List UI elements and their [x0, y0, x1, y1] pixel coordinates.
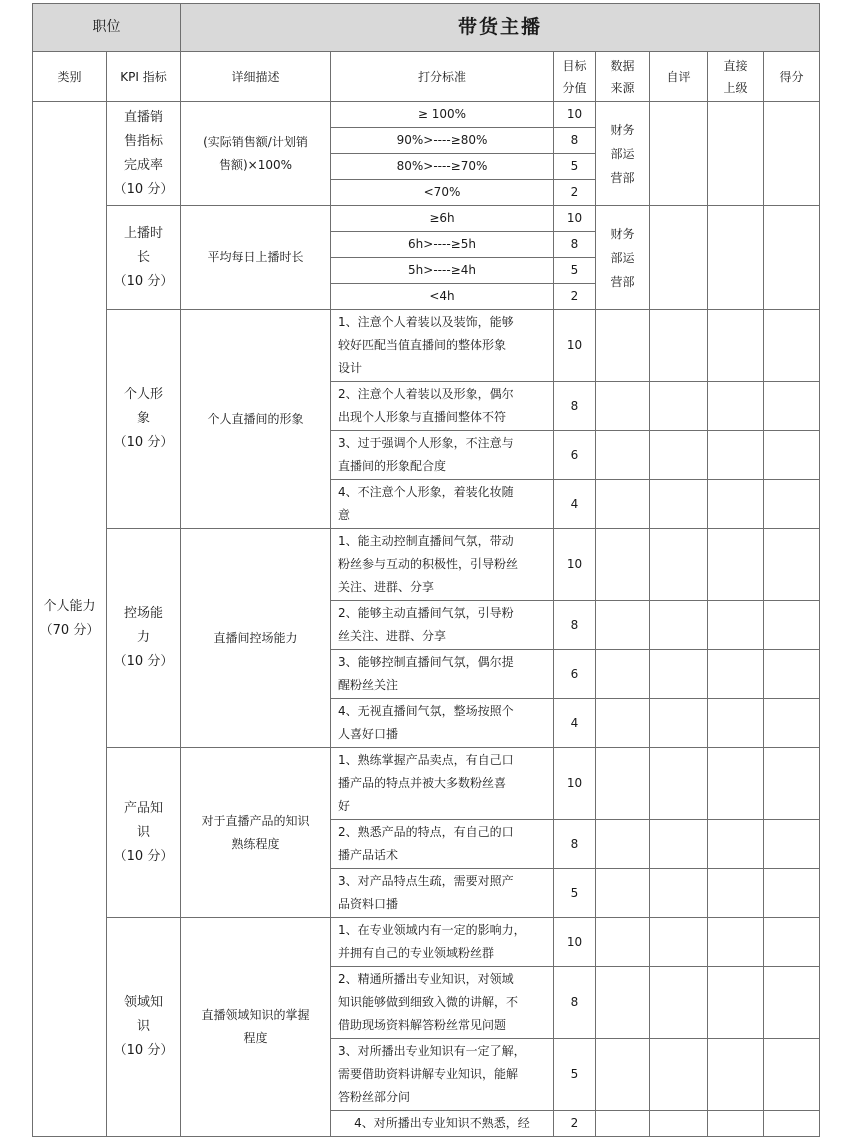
target-score-cell: 6 — [554, 650, 596, 699]
score-cell — [764, 206, 820, 310]
table-row — [33, 206, 820, 232]
kpi-cell: 上播时 长 （10 分） — [107, 206, 181, 310]
self-eval-cell — [650, 529, 708, 601]
supervisor-cell — [708, 820, 764, 869]
supervisor-cell — [708, 1039, 764, 1111]
target-score-cell: 2 — [554, 1111, 596, 1137]
target-score-cell: 10 — [554, 206, 596, 232]
col-criteria: 打分标准 — [331, 52, 554, 102]
criteria-cell: 80%>----≥70% — [331, 154, 554, 180]
target-score-cell: 8 — [554, 967, 596, 1039]
supervisor-cell — [708, 869, 764, 918]
target-score-cell: 2 — [554, 180, 596, 206]
source-cell — [596, 820, 650, 869]
supervisor-cell — [708, 650, 764, 699]
description-cell: 个人直播间的形象 — [181, 310, 331, 529]
target-score-cell: 8 — [554, 128, 596, 154]
criteria-cell: 1、能主动控制直播间气氛，带动 粉丝参与互动的积极性，引导粉丝 关注、进群、分享 — [331, 529, 554, 601]
criteria-cell: 90%>----≥80% — [331, 128, 554, 154]
supervisor-cell — [708, 529, 764, 601]
supervisor-cell — [708, 431, 764, 480]
source-cell — [596, 1111, 650, 1137]
criteria-cell: 3、对产品特点生疏，需要对照产 品资料口播 — [331, 869, 554, 918]
source-cell — [596, 310, 650, 382]
kpi-cell: 直播销 售指标 完成率 （10 分） — [107, 102, 181, 206]
source-cell — [596, 748, 650, 820]
description-cell: (实际销售额/计划销 售额)×100% — [181, 102, 331, 206]
col-self: 自评 — [650, 52, 708, 102]
target-score-cell: 2 — [554, 284, 596, 310]
criteria-cell: 3、过于强调个人形象，不注意与 直播间的形象配合度 — [331, 431, 554, 480]
target-score-cell: 5 — [554, 869, 596, 918]
page-title: 带货主播 — [181, 4, 820, 52]
target-score-cell: 4 — [554, 699, 596, 748]
score-cell — [764, 918, 820, 967]
col-description: 详细描述 — [181, 52, 331, 102]
table-row — [33, 310, 820, 382]
col-target: 目标 分值 — [554, 52, 596, 102]
criteria-cell: <4h — [331, 284, 554, 310]
criteria-cell: <70% — [331, 180, 554, 206]
criteria-cell: 2、熟悉产品的特点，有自己的口 播产品话术 — [331, 820, 554, 869]
col-category: 类别 — [33, 52, 107, 102]
self-eval-cell — [650, 1039, 708, 1111]
description-cell: 平均每日上播时长 — [181, 206, 331, 310]
criteria-cell: ≥ 100% — [331, 102, 554, 128]
score-cell — [764, 480, 820, 529]
source-cell — [596, 699, 650, 748]
self-eval-cell — [650, 480, 708, 529]
self-eval-cell — [650, 820, 708, 869]
col-kpi: KPI 指标 — [107, 52, 181, 102]
target-score-cell: 6 — [554, 431, 596, 480]
self-eval-cell — [650, 918, 708, 967]
source-cell — [596, 1039, 650, 1111]
target-score-cell: 10 — [554, 529, 596, 601]
self-eval-cell — [650, 650, 708, 699]
criteria-cell: 1、在专业领域内有一定的影响力， 并拥有自己的专业领域粉丝群 — [331, 918, 554, 967]
target-score-cell: 5 — [554, 154, 596, 180]
supervisor-cell — [708, 748, 764, 820]
score-cell — [764, 699, 820, 748]
table-row — [33, 529, 820, 601]
criteria-cell: 2、注意个人着装以及形象，偶尔 出现个人形象与直播间整体不符 — [331, 382, 554, 431]
supervisor-cell — [708, 1111, 764, 1137]
source-cell — [596, 480, 650, 529]
description-cell: 直播领域知识的掌握 程度 — [181, 918, 331, 1137]
criteria-cell: 6h>----≥5h — [331, 232, 554, 258]
criteria-cell: 2、能够主动直播间气氛，引导粉 丝关注、进群、分享 — [331, 601, 554, 650]
supervisor-cell — [708, 480, 764, 529]
target-score-cell: 10 — [554, 310, 596, 382]
target-score-cell: 4 — [554, 480, 596, 529]
score-cell — [764, 967, 820, 1039]
source-cell: 财务 部运 营部 — [596, 206, 650, 310]
score-cell — [764, 748, 820, 820]
score-cell — [764, 1039, 820, 1111]
criteria-cell: 4、不注意个人形象，着装化妆随 意 — [331, 480, 554, 529]
supervisor-cell — [708, 601, 764, 650]
supervisor-cell — [708, 967, 764, 1039]
criteria-cell: 2、精通所播出专业知识，对领域 知识能够做到细致入微的讲解，不 借助现场资料解答粉丝常见问题 — [331, 967, 554, 1039]
target-score-cell: 10 — [554, 748, 596, 820]
kpi-cell: 个人形 象 （10 分） — [107, 310, 181, 529]
score-cell — [764, 382, 820, 431]
self-eval-cell — [650, 382, 708, 431]
self-eval-cell — [650, 1111, 708, 1137]
description-cell: 直播间控场能力 — [181, 529, 331, 748]
category-cell: 个人能力 （70 分） — [33, 102, 107, 1137]
self-eval-cell — [650, 310, 708, 382]
target-score-cell: 5 — [554, 258, 596, 284]
col-score: 得分 — [764, 52, 820, 102]
table-row — [33, 918, 820, 967]
self-eval-cell — [650, 967, 708, 1039]
target-score-cell: 8 — [554, 601, 596, 650]
score-cell — [764, 601, 820, 650]
criteria-cell: 1、注意个人着装以及装饰，能够 较好匹配当值直播间的整体形象 设计 — [331, 310, 554, 382]
self-eval-cell — [650, 748, 708, 820]
source-cell — [596, 601, 650, 650]
criteria-cell: 3、能够控制直播间气氛，偶尔提 醒粉丝关注 — [331, 650, 554, 699]
target-score-cell: 10 — [554, 918, 596, 967]
source-cell — [596, 382, 650, 431]
score-cell — [764, 1111, 820, 1137]
supervisor-cell — [708, 102, 764, 206]
source-cell — [596, 869, 650, 918]
position-label: 职位 — [33, 4, 181, 52]
self-eval-cell — [650, 699, 708, 748]
source-cell — [596, 431, 650, 480]
kpi-table — [32, 3, 820, 1137]
table-row — [33, 102, 820, 128]
criteria-cell: 3、对所播出专业知识有一定了解， 需要借助资料讲解专业知识，能解 答粉丝部分问 — [331, 1039, 554, 1111]
description-cell: 对于直播产品的知识 熟练程度 — [181, 748, 331, 918]
col-supervisor: 直接 上级 — [708, 52, 764, 102]
target-score-cell: 8 — [554, 382, 596, 431]
criteria-cell: ≥6h — [331, 206, 554, 232]
score-cell — [764, 650, 820, 699]
kpi-cell: 控场能 力 （10 分） — [107, 529, 181, 748]
score-cell — [764, 310, 820, 382]
self-eval-cell — [650, 601, 708, 650]
source-cell — [596, 529, 650, 601]
target-score-cell: 8 — [554, 232, 596, 258]
criteria-cell: 1、熟练掌握产品卖点，有自己口 播产品的特点并被大多数粉丝喜 好 — [331, 748, 554, 820]
score-cell — [764, 869, 820, 918]
criteria-cell: 4、无视直播间气氛，整场按照个 人喜好口播 — [331, 699, 554, 748]
score-cell — [764, 820, 820, 869]
self-eval-cell — [650, 869, 708, 918]
score-cell — [764, 102, 820, 206]
source-cell — [596, 650, 650, 699]
kpi-cell: 产品知 识 （10 分） — [107, 748, 181, 918]
criteria-cell: 4、对所播出专业知识不熟悉，经 — [331, 1111, 554, 1137]
source-cell: 财务 部运 营部 — [596, 102, 650, 206]
target-score-cell: 5 — [554, 1039, 596, 1111]
kpi-cell: 领域知 识 （10 分） — [107, 918, 181, 1137]
target-score-cell: 8 — [554, 820, 596, 869]
table-row — [33, 748, 820, 820]
self-eval-cell — [650, 431, 708, 480]
supervisor-cell — [708, 206, 764, 310]
supervisor-cell — [708, 918, 764, 967]
criteria-cell: 5h>----≥4h — [331, 258, 554, 284]
source-cell — [596, 967, 650, 1039]
target-score-cell: 10 — [554, 102, 596, 128]
self-eval-cell — [650, 206, 708, 310]
source-cell — [596, 918, 650, 967]
supervisor-cell — [708, 699, 764, 748]
supervisor-cell — [708, 382, 764, 431]
self-eval-cell — [650, 102, 708, 206]
score-cell — [764, 431, 820, 480]
score-cell — [764, 529, 820, 601]
supervisor-cell — [708, 310, 764, 382]
col-source: 数据 来源 — [596, 52, 650, 102]
